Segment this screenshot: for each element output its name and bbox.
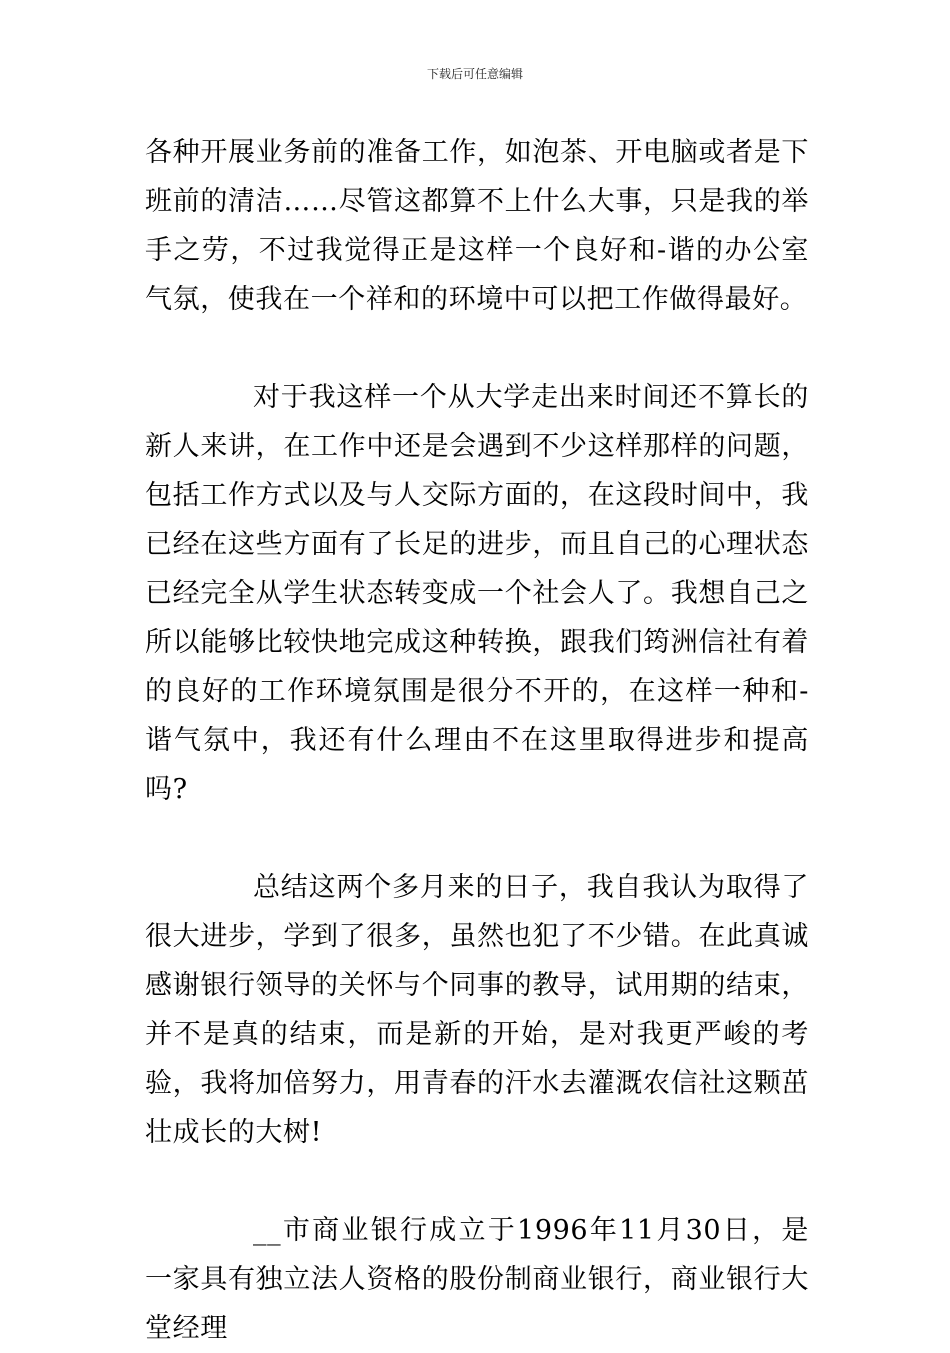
document-body [145, 128, 809, 1353]
paragraph-gap [145, 324, 809, 373]
paragraph-2: 对于我这样一个从大学走出来时间还不算长的新人来讲，在工作中还是会遇到不少这样那样的问题，包括工作方式以及与人交际方面的，在这段时间中，我已经在这些方面有了长足的进步，而且自己的心理状态已经完全从学生状态转变成一个社会人了。我想自己之所以能够比较快地完成这种转换，跟我们筠洲信社有着的良好的工作环境氛围是很分不开的，在这样一种和-谐气氛中，我还有什么理由不在这里取得进步和提高吗? [145, 382, 809, 805]
page-header-note: 下载后可任意编辑 [426, 67, 523, 81]
paragraph-gap [145, 1157, 809, 1206]
paragraph-1: 各种开展业务前的准备工作，如泡茶、开电脑或者是下班前的清洁……尽管这都算不上什么大事，只是我的举手之劳，不过我觉得正是这样一个良好和-谐的办公室气氛，使我在一个祥和的环境中可以把工作做得最好。 [145, 137, 809, 315]
paragraph-4: __市商业银行成立于1996年11月30日，是一家具有独立法人资格的股份制商业银行，商业银行大堂经理 [145, 1215, 809, 1344]
paragraph-gap [145, 814, 809, 863]
paragraph-3: 总结这两个多月来的日子，我自我认为取得了很大进步，学到了很多，虽然也犯了不少错。在此真诚感谢银行领导的关怀与个同事的教导，试用期的结束，并不是真的结束，而是新的开始，是对我更严峻的考验，我将加倍努力，用青春的汗水去灌溉农信社这颗茁壮成长的大树! [145, 872, 809, 1148]
